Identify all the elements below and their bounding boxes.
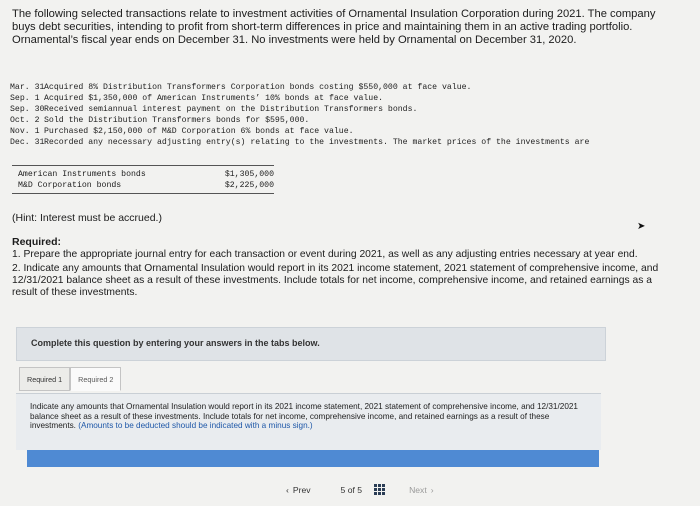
transaction-text: Received semiannual interest payment on the Distribution Transformers bonds. (44, 105, 418, 114)
transaction-date: Oct. 2 (10, 116, 40, 125)
required-list (12, 249, 672, 301)
investment-market-price: $2,225,000 (224, 181, 274, 190)
tab-question-note: (Amounts to be deducted should be indicated with a minus sign.) (78, 421, 313, 431)
transaction-date: Sep. 30 (10, 105, 45, 114)
next-button[interactable] (409, 485, 434, 495)
prev-label: Prev (292, 484, 311, 495)
tab-question-box (16, 393, 601, 450)
transaction-row (10, 126, 690, 137)
mouse-cursor-icon: ➤ (637, 221, 646, 232)
answer-table-header (27, 450, 599, 467)
transaction-text: Acquired $1,350,000 of American Instruments’ 10% bonds at face value. (44, 94, 384, 103)
hint-text: (Hint: Interest must be accrued.) (12, 212, 162, 224)
transaction-row (10, 104, 690, 115)
tab-required-2[interactable]: Required 2 (70, 367, 121, 391)
tab-question-body: Indicate any amounts that Ornamental Insulation would report in its 2021 income statement, 2021 statement of comprehensive income, and 12/31/2021 balance sheet as a result of these investments. Include totals for net income, comprehensive income, and retained earnings as a result of these investments. (30, 402, 578, 431)
investment-name: American Instruments bonds (18, 170, 146, 179)
transaction-row (10, 115, 690, 126)
page-indicator: 5 of 5 (340, 484, 363, 495)
tab-required-1[interactable]: Required 1 (19, 367, 70, 391)
market-prices-table (12, 165, 274, 194)
problem-intro: The following selected transactions relate to investment activities of Ornamental Insulation Corporation during 2021. The company buys debt securities, intending to profit from short-term differences in price and maintaining them in an active trading portfolio. Ornamental’s fiscal year ends on December 31. No investments were held by Ornamental on December 31, 2020. (12, 8, 656, 46)
transaction-date: Nov. 1 (10, 127, 40, 136)
transaction-date: Sep. 1 (10, 94, 40, 103)
required-heading: Required: (12, 236, 62, 248)
question-navigation (286, 484, 434, 495)
chevron-right-icon: › (430, 484, 434, 495)
market-price-row (12, 180, 274, 191)
chevron-left-icon: ‹ (286, 484, 289, 495)
market-price-row (12, 169, 274, 180)
transaction-date: Mar. 31 (10, 83, 45, 92)
answer-tabs (19, 367, 121, 391)
transaction-row (10, 93, 690, 104)
required-item-1: 1. Prepare the appropriate journal entry for each transaction or event during 2021, as well as any adjusting entries necessary at year end. (12, 249, 638, 260)
investment-market-price: $1,305,000 (224, 170, 274, 179)
grid-menu-icon[interactable] (374, 484, 385, 495)
instruction-text: Complete this question by entering your answers in the tabs below. (31, 338, 320, 348)
tab-question-text (30, 402, 595, 431)
transaction-text: Sold the Distribution Transformers bonds for $595,000. (44, 116, 310, 125)
transaction-text: Acquired 8% Distribution Transformers Corporation bonds costing $550,000 at face value. (44, 83, 472, 92)
transaction-row (10, 137, 690, 148)
transaction-date: Dec. 31 (10, 138, 45, 147)
required-item-2: 2. Indicate any amounts that Ornamental Insulation would report in its 2021 income statement, 2021 statement of comprehensive income, and 12/31/2021 balance sheet as a result of these investments. Include totals for net income, comprehensive income, and retained earnings as a result of these investments. (12, 263, 659, 298)
instruction-banner (16, 327, 606, 361)
next-label: Next (409, 484, 427, 495)
transaction-text: Purchased $2,150,000 of M&D Corporation 6% bonds at face value. (44, 127, 354, 136)
transaction-text: Recorded any necessary adjusting entry(s) relating to the investments. The market prices of the investments are (44, 138, 590, 147)
prev-button[interactable] (286, 485, 311, 495)
investment-name: M&D Corporation bonds (18, 181, 122, 190)
transactions-list (10, 82, 690, 148)
transaction-row (10, 82, 690, 93)
